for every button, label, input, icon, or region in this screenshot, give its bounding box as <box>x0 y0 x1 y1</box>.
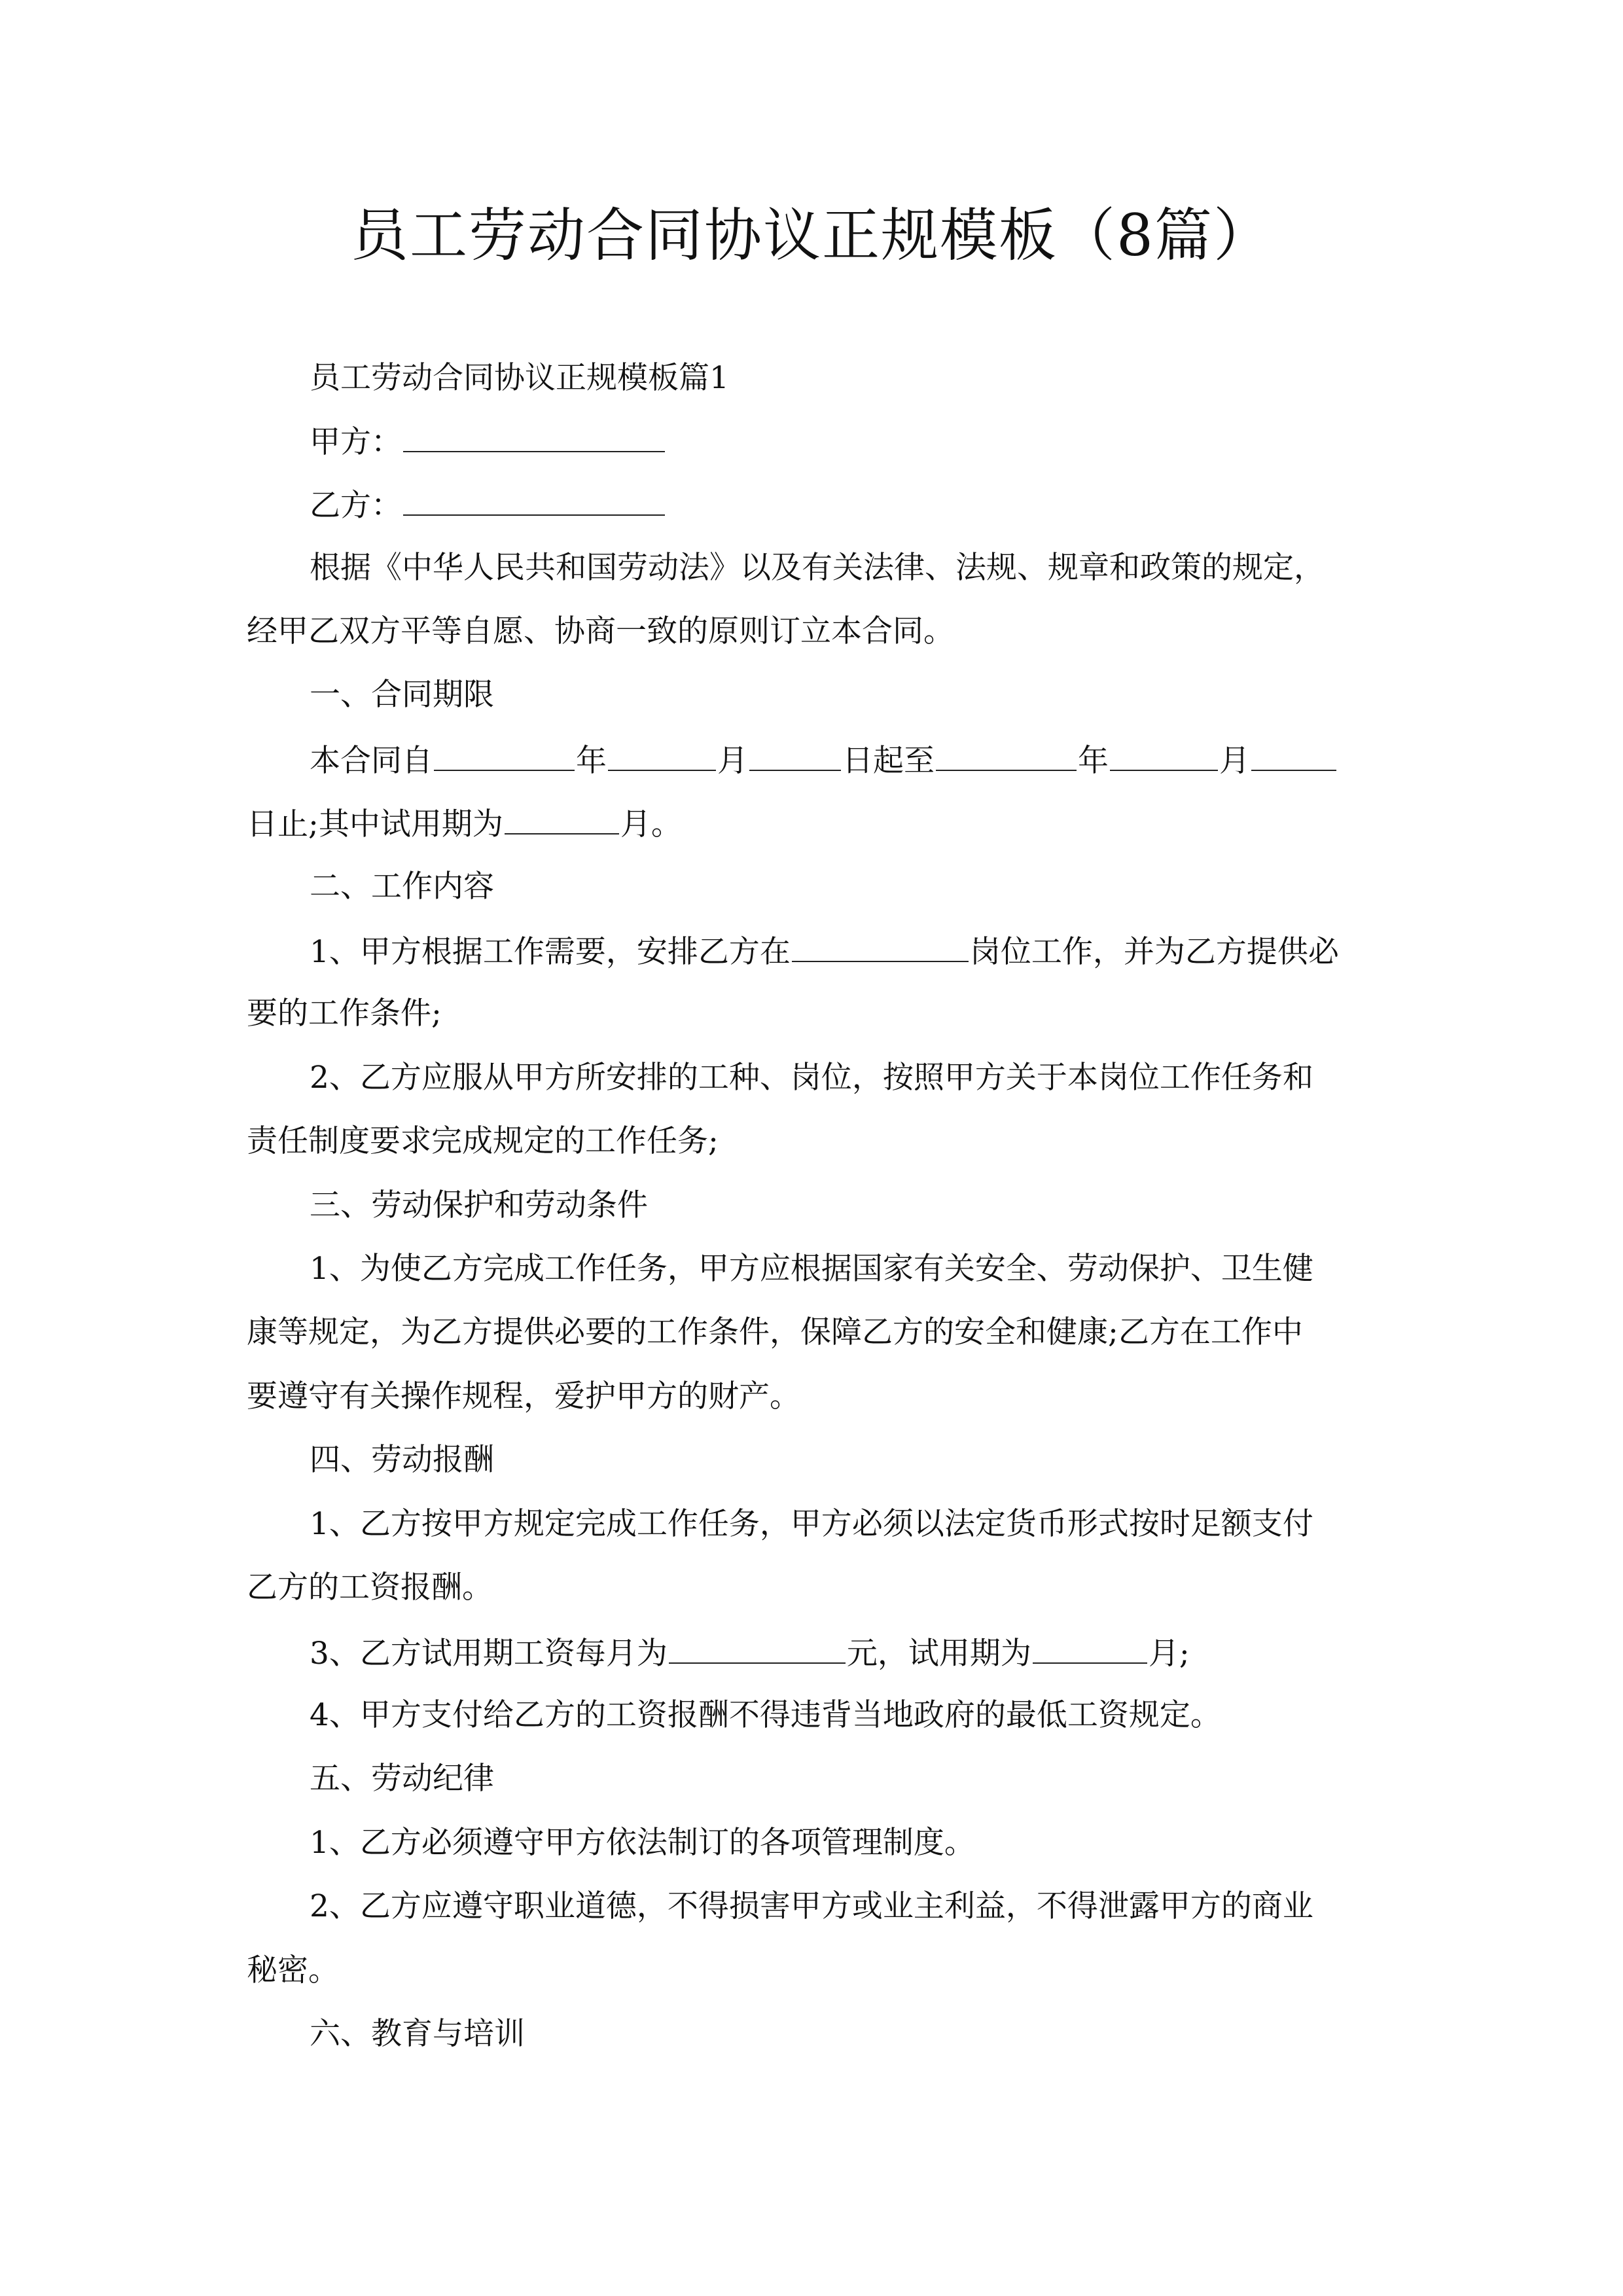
term-line-1 <box>310 740 1338 781</box>
probation-salary-blank <box>669 1632 846 1664</box>
term-text-probation-end: 月。 <box>620 806 682 842</box>
pay-item-3-text-c: 月; <box>1148 1636 1190 1672</box>
term-blank-month-end <box>1110 740 1218 771</box>
intro-line-2: 经甲乙双方平等自愿、协商一致的原则订立本合同。 <box>247 613 954 649</box>
pay-item-3 <box>310 1632 1190 1674</box>
discipline-item-2-line-2: 秘密。 <box>247 1952 339 1988</box>
term-text-month-end: 月 <box>1219 743 1250 779</box>
protection-item-1-line-3: 要遵守有关操作规程，爱护甲方的财产。 <box>247 1378 800 1414</box>
term-blank-month-start <box>608 740 716 771</box>
section-heading-4: 四、劳动报酬 <box>310 1442 494 1478</box>
section-heading-1: 一、合同期限 <box>310 677 494 713</box>
term-text-until: 日起至 <box>842 743 935 779</box>
pay-item-1-line-1: 1、乙方按甲方规定完成工作任务，甲方必须以法定货币形式按时足额支付 <box>310 1506 1313 1542</box>
pay-item-3-text-b: 元，试用期为 <box>846 1636 1031 1672</box>
work-item-1-line-1 <box>310 931 1339 972</box>
term-blank-day-start <box>749 740 841 771</box>
term-text-year: 年 <box>576 743 607 779</box>
probation-months-blank <box>505 803 619 834</box>
work-item-1-text-a: 1、甲方根据工作需要，安排乙方在 <box>310 934 791 970</box>
section-heading-5: 五、劳动纪律 <box>310 1761 494 1797</box>
party-b-blank <box>403 484 665 516</box>
party-a-label: 甲方： <box>310 424 402 460</box>
term-blank-year-end <box>936 740 1077 771</box>
term-text-year-end: 年 <box>1078 743 1109 779</box>
work-item-1-line-2: 要的工作条件; <box>247 996 442 1031</box>
term-blank-day-end <box>1251 740 1336 771</box>
term-line-2 <box>247 803 682 844</box>
party-b-label: 乙方： <box>310 488 402 524</box>
section-heading-3: 三、劳动保护和劳动条件 <box>310 1187 648 1223</box>
term-text-probation: 日止;其中试用期为 <box>247 806 503 842</box>
section-heading-2: 二、工作内容 <box>310 869 494 905</box>
protection-item-1-line-1: 1、为使乙方完成工作任务，甲方应根据国家有关安全、劳动保护、卫生健 <box>310 1251 1313 1287</box>
work-item-1-text-b: 岗位工作，并为乙方提供必 <box>969 934 1339 970</box>
pay-item-4: 4、甲方支付给乙方的工资报酬不得违背当地政府的最低工资规定。 <box>310 1697 1221 1733</box>
probation-period-blank <box>1033 1632 1147 1664</box>
section-subtitle: 员工劳动合同协议正规模板篇1 <box>310 360 729 396</box>
term-text-month: 月 <box>717 743 748 779</box>
party-a-blank <box>403 421 665 452</box>
term-text-start: 本合同自 <box>310 743 433 779</box>
work-item-2-line-1: 2、乙方应服从甲方所安排的工种、岗位，按照甲方关于本岗位工作任务和 <box>310 1060 1313 1096</box>
discipline-item-1: 1、乙方必须遵守甲方依法制订的各项管理制度。 <box>310 1825 975 1861</box>
party-b-line <box>310 484 666 526</box>
section-heading-6: 六、教育与培训 <box>310 2016 525 2052</box>
protection-item-1-line-2: 康等规定，为乙方提供必要的工作条件，保障乙方的安全和健康;乙方在工作中 <box>247 1314 1303 1350</box>
pay-item-1-line-2: 乙方的工资报酬。 <box>247 1570 493 1605</box>
term-blank-year-start <box>434 740 575 771</box>
intro-line-1: 根据《中华人民共和国劳动法》以及有关法律、法规、规章和政策的规定， <box>310 550 1325 586</box>
pay-item-3-text-a: 3、乙方试用期工资每月为 <box>310 1636 668 1672</box>
position-blank <box>792 931 969 962</box>
work-item-2-line-2: 责任制度要求完成规定的工作任务; <box>247 1123 719 1159</box>
party-a-line <box>310 421 666 462</box>
discipline-item-2-line-1: 2、乙方应遵守职业道德，不得损害甲方或业主利益，不得泄露甲方的商业 <box>310 1888 1313 1924</box>
document-title: 员工劳动合同协议正规模板（8篇） <box>351 202 1272 269</box>
